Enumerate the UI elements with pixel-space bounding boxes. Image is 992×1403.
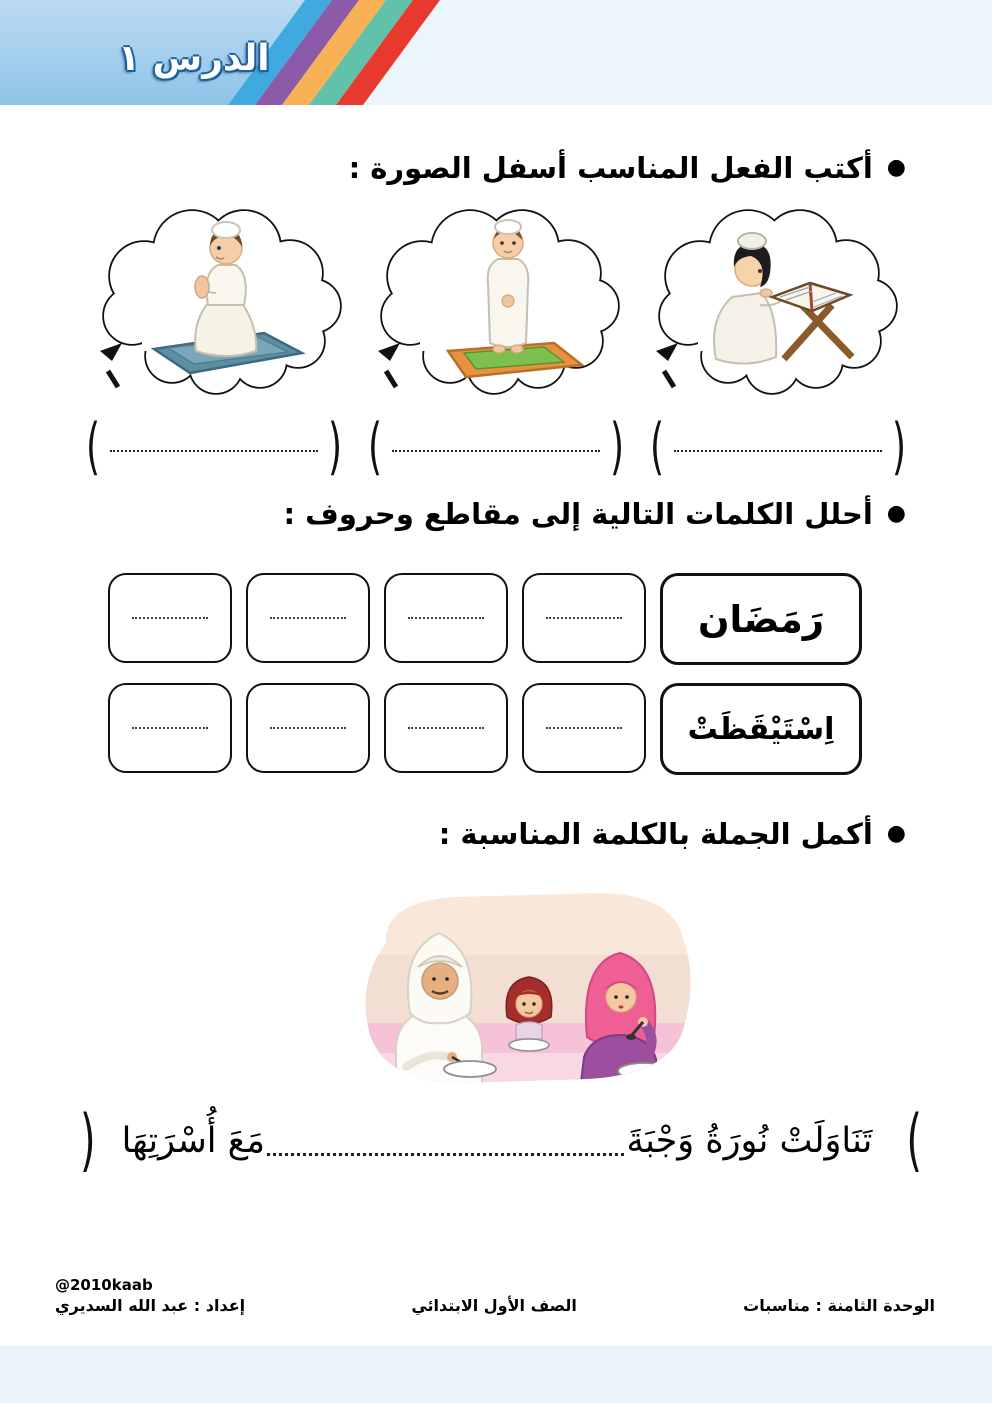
- word-box-istayqazat: اِسْتَيْقَظَتْ: [660, 683, 862, 775]
- syllable-answer-box[interactable]: [384, 683, 508, 773]
- thought-bubbles-row: [0, 201, 992, 401]
- answer-slot: [650, 413, 906, 483]
- author-handle: @2010kaab: [55, 1276, 153, 1294]
- answer-blank-line: [546, 727, 622, 729]
- bullet-icon: ●: [886, 501, 906, 526]
- open-paren: (: [368, 413, 383, 483]
- answer-blank-line[interactable]: [674, 442, 882, 452]
- answer-blank-line: [546, 617, 622, 619]
- answer-blank-line: [408, 727, 484, 729]
- exercise2-heading-text: أحلل الكلمات التالية إلى مقاطع وحروف :: [283, 497, 873, 531]
- grade-text: الصف الأول الابتدائي: [411, 1296, 577, 1315]
- footer-author-block: [55, 1276, 245, 1315]
- bottom-color-strip: [0, 1346, 992, 1403]
- fill-in-sentence: [0, 1101, 992, 1181]
- boy-standing-on-green-prayer-mat-illustration: [370, 201, 622, 401]
- answer-blank-line: [132, 617, 208, 619]
- lesson-badge: الدرس ١: [118, 38, 270, 79]
- answer-blank-line: [408, 617, 484, 619]
- close-paren: ): [80, 1101, 96, 1181]
- bullet-icon: ●: [886, 155, 906, 180]
- bullet-icon: ●: [886, 821, 906, 846]
- close-paren: ): [891, 413, 906, 483]
- family-eating-meal-at-table-illustration: [344, 885, 702, 1091]
- exercise2-heading: [0, 497, 992, 531]
- header-banner: [0, 0, 992, 105]
- exercise3-heading-text: أكمل الجملة بالكلمة المناسبة :: [438, 817, 873, 851]
- answer-blank-line[interactable]: [392, 442, 600, 452]
- syllable-analysis-grid: [0, 573, 992, 775]
- prepared-by-text: إعداد : عبد الله السديري: [55, 1296, 246, 1315]
- word-row: [0, 573, 862, 665]
- syllable-answer-box[interactable]: [522, 683, 646, 773]
- syllable-answer-box[interactable]: [108, 573, 232, 663]
- page-footer: [55, 1276, 935, 1315]
- answer-slot: [86, 413, 342, 483]
- bubble-tail-icon: [100, 343, 122, 361]
- word-row: [0, 683, 862, 775]
- exercise1-heading-text: أكتب الفعل المناسب أسفل الصورة :: [348, 151, 873, 185]
- syllable-answer-box[interactable]: [522, 573, 646, 663]
- unit-text: الوحدة الثامنة : مناسبات: [743, 1296, 935, 1315]
- syllable-answer-box[interactable]: [384, 573, 508, 663]
- answer-slot: [368, 413, 624, 483]
- exercise1-answer-row: [0, 413, 992, 483]
- answer-blank-line[interactable]: [110, 442, 318, 452]
- bubble-tail-icon: [656, 343, 678, 361]
- syllable-answer-box[interactable]: [108, 683, 232, 773]
- close-paren: ): [609, 413, 624, 483]
- syllable-answer-box[interactable]: [246, 573, 370, 663]
- syllable-answer-box[interactable]: [246, 683, 370, 773]
- sentence-answer-blank[interactable]: [267, 1143, 624, 1156]
- word-box-ramadan: رَمَضَان: [660, 573, 862, 665]
- sentence-start-text: تَنَاوَلَتْ نُورَةُ وَجْبَةَ: [626, 1121, 873, 1161]
- open-paren: (: [86, 413, 101, 483]
- answer-blank-line: [270, 727, 346, 729]
- answer-blank-line: [132, 727, 208, 729]
- boy-reading-quran-on-wooden-stand-illustration: [648, 201, 900, 401]
- exercise1-heading: [0, 151, 992, 185]
- exercise3-heading: [0, 817, 992, 851]
- sentence-end-text: مَعَ أُسْرَتِهَا: [121, 1121, 266, 1161]
- answer-blank-line: [270, 617, 346, 619]
- open-paren: (: [906, 1101, 922, 1181]
- close-paren: ): [327, 413, 342, 483]
- open-paren: (: [650, 413, 665, 483]
- boy-kneeling-dua-on-blue-prayer-mat-illustration: [92, 201, 344, 401]
- bubble-tail-icon: [378, 343, 400, 361]
